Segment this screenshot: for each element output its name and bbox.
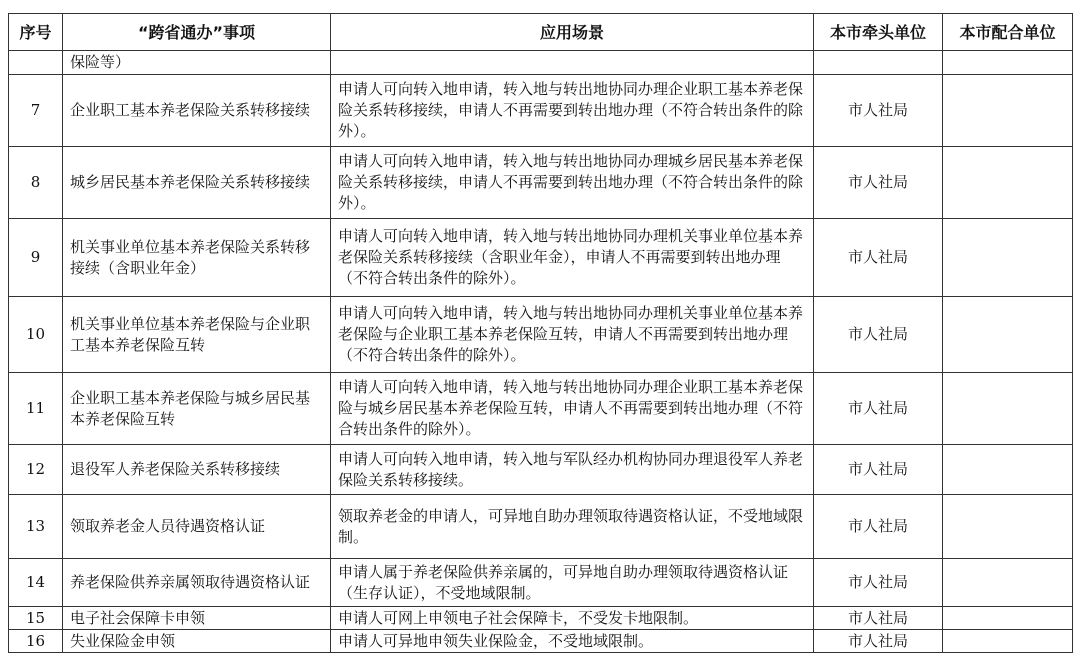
lead-unit-cell: 市人社局	[814, 607, 943, 630]
serial-cell: 13	[9, 495, 63, 559]
serial-cell: 7	[9, 75, 63, 147]
serial-cell: 12	[9, 445, 63, 495]
header-row	[9, 14, 1073, 51]
table-row	[9, 219, 1073, 297]
header-coop-unit: 本市配合单位	[943, 14, 1073, 51]
coop-unit-cell	[943, 559, 1073, 607]
serial-cell: 11	[9, 373, 63, 445]
lead-unit-cell: 市人社局	[814, 495, 943, 559]
item-cell: 电子社会保障卡申领	[63, 607, 331, 630]
item-cell: 退役军人养老保险关系转移接续	[63, 445, 331, 495]
item-cell: 机关事业单位基本养老保险关系转移接续（含职业年金）	[63, 219, 331, 297]
lead-unit-cell: 市人社局	[814, 297, 943, 373]
table-row	[9, 147, 1073, 219]
coop-unit-cell	[943, 219, 1073, 297]
scene-cell: 申请人可向转入地申请，转入地与转出地协同办理机关事业单位基本养老保险关系转移接续（含职业年金），申请人不再需要到转出地办理（不符合转出条件的除外）。	[331, 219, 814, 297]
table-row	[9, 297, 1073, 373]
serial-cell	[9, 51, 63, 75]
coop-unit-cell	[943, 51, 1073, 75]
coop-unit-cell	[943, 147, 1073, 219]
item-cell: 保险等）	[63, 51, 331, 75]
scene-cell: 申请人可向转入地申请，转入地与军队经办机构协同办理退役军人养老保险关系转移接续。	[331, 445, 814, 495]
scene-cell: 申请人可向转入地申请，转入地与转出地协同办理机关事业单位基本养老保险与企业职工基本养老保险互转，申请人不再需要到转出地办理（不符合转出条件的除外）。	[331, 297, 814, 373]
serial-cell: 8	[9, 147, 63, 219]
header-lead-unit: 本市牵头单位	[814, 14, 943, 51]
table-row	[9, 630, 1073, 653]
coop-unit-cell	[943, 75, 1073, 147]
serial-cell: 14	[9, 559, 63, 607]
item-cell: 城乡居民基本养老保险关系转移接续	[63, 147, 331, 219]
table-row	[9, 607, 1073, 630]
serial-cell: 15	[9, 607, 63, 630]
scene-cell: 申请人可向转入地申请，转入地与转出地协同办理企业职工基本养老保险关系转移接续，申请人不再需要到转出地办理（不符合转出条件的除外）。	[331, 75, 814, 147]
item-cell: 失业保险金申领	[63, 630, 331, 653]
scene-cell: 申请人可网上申领电子社会保障卡，不受发卡地限制。	[331, 607, 814, 630]
lead-unit-cell: 市人社局	[814, 373, 943, 445]
scene-cell: 申请人属于养老保险供养亲属的，可异地自助办理领取待遇资格认证（生存认证），不受地域限制。	[331, 559, 814, 607]
table-row	[9, 445, 1073, 495]
coop-unit-cell	[943, 373, 1073, 445]
table-row	[9, 373, 1073, 445]
lead-unit-cell: 市人社局	[814, 630, 943, 653]
lead-unit-cell: 市人社局	[814, 445, 943, 495]
header-serial: 序号	[9, 14, 63, 51]
scene-cell	[331, 51, 814, 75]
item-cell: 领取养老金人员待遇资格认证	[63, 495, 331, 559]
item-cell: 机关事业单位基本养老保险与企业职工基本养老保险互转	[63, 297, 331, 373]
coop-unit-cell	[943, 630, 1073, 653]
coop-unit-cell	[943, 607, 1073, 630]
item-cell: 养老保险供养亲属领取待遇资格认证	[63, 559, 331, 607]
scene-cell: 申请人可向转入地申请，转入地与转出地协同办理城乡居民基本养老保险关系转移接续，申请人不再需要到转出地办理（不符合转出条件的除外）。	[331, 147, 814, 219]
scene-cell: 申请人可向转入地申请，转入地与转出地协同办理企业职工基本养老保险与城乡居民基本养老保险互转，申请人不再需要到转出地办理（不符合转出条件的除外）。	[331, 373, 814, 445]
table-row	[9, 495, 1073, 559]
header-item: “跨省通办”事项	[63, 14, 331, 51]
item-cell: 企业职工基本养老保险关系转移接续	[63, 75, 331, 147]
coop-unit-cell	[943, 445, 1073, 495]
coop-unit-cell	[943, 297, 1073, 373]
table-row	[9, 75, 1073, 147]
item-cell: 企业职工基本养老保险与城乡居民基本养老保险互转	[63, 373, 331, 445]
lead-unit-cell: 市人社局	[814, 219, 943, 297]
table-row	[9, 51, 1073, 75]
lead-unit-cell: 市人社局	[814, 147, 943, 219]
lead-unit-cell: 市人社局	[814, 559, 943, 607]
serial-cell: 9	[9, 219, 63, 297]
table-row	[9, 559, 1073, 607]
header-scene: 应用场景	[331, 14, 814, 51]
lead-unit-cell: 市人社局	[814, 75, 943, 147]
serial-cell: 10	[9, 297, 63, 373]
services-table	[8, 13, 1073, 653]
scene-cell: 申请人可异地申领失业保险金，不受地域限制。	[331, 630, 814, 653]
lead-unit-cell	[814, 51, 943, 75]
scene-cell: 领取养老金的申请人，可异地自助办理领取待遇资格认证，不受地域限制。	[331, 495, 814, 559]
coop-unit-cell	[943, 495, 1073, 559]
serial-cell: 16	[9, 630, 63, 653]
